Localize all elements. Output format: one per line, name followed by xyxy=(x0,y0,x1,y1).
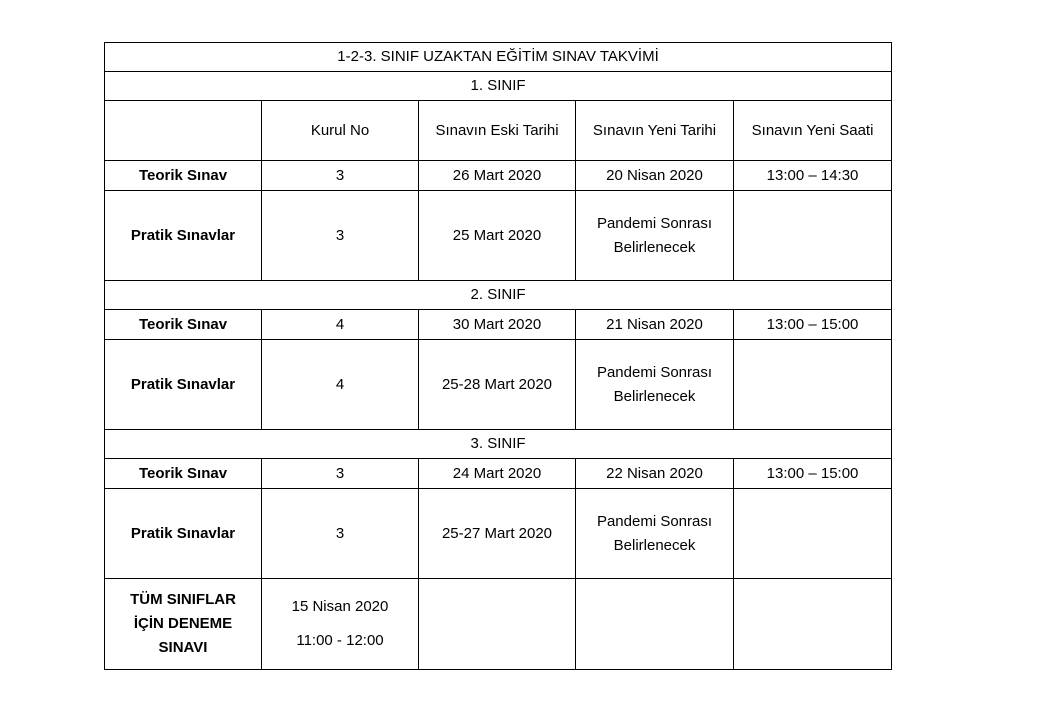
exam-schedule-table xyxy=(104,42,892,670)
empty-cell xyxy=(734,579,892,670)
new-date-line2: Belirlenecek xyxy=(613,536,696,554)
exam-type: Pratik Sınavlar xyxy=(105,340,262,430)
practice-exam-time: 11:00 - 12:00 xyxy=(296,632,384,649)
kurul-no: 4 xyxy=(262,310,419,340)
header-yeni-tarih: Sınavın Yeni Tarihi xyxy=(576,101,734,161)
table-title: 1-2-3. SINIF UZAKTAN EĞİTİM SINAV TAKVİMİ xyxy=(105,43,892,72)
old-date: 26 Mart 2020 xyxy=(419,161,576,191)
exam-type: Pratik Sınavlar xyxy=(105,191,262,281)
practice-exam-row xyxy=(105,579,892,670)
table-row xyxy=(105,489,892,579)
new-date xyxy=(576,340,734,430)
new-date xyxy=(576,489,734,579)
kurul-no: 4 xyxy=(262,340,419,430)
new-time: 13:00 – 15:00 xyxy=(734,310,892,340)
new-date-line2: Belirlenecek xyxy=(613,238,696,256)
title-row xyxy=(105,43,892,72)
class-1-label: 1. SINIF xyxy=(105,72,892,101)
new-time: 13:00 – 14:30 xyxy=(734,161,892,191)
practice-exam-date: 15 Nisan 2020 xyxy=(291,598,389,615)
old-date: 24 Mart 2020 xyxy=(419,459,576,489)
old-date: 30 Mart 2020 xyxy=(419,310,576,340)
kurul-no: 3 xyxy=(262,489,419,579)
class-3-label: 3. SINIF xyxy=(105,430,892,459)
new-date-line1: Pandemi Sonrası xyxy=(596,214,713,232)
kurul-no: 3 xyxy=(262,459,419,489)
table-row xyxy=(105,340,892,430)
class-2-row xyxy=(105,281,892,310)
header-kurul-no: Kurul No xyxy=(262,101,419,161)
new-date: 22 Nisan 2020 xyxy=(576,459,734,489)
exam-type: Teorik Sınav xyxy=(105,310,262,340)
kurul-no: 3 xyxy=(262,191,419,281)
new-date: 20 Nisan 2020 xyxy=(576,161,734,191)
practice-exam-label xyxy=(105,579,262,670)
exam-type: Teorik Sınav xyxy=(105,459,262,489)
class-1-row xyxy=(105,72,892,101)
kurul-no: 3 xyxy=(262,161,419,191)
new-time xyxy=(734,340,892,430)
new-date: 21 Nisan 2020 xyxy=(576,310,734,340)
empty-cell xyxy=(576,579,734,670)
new-date-line2: Belirlenecek xyxy=(613,387,696,405)
old-date: 25-27 Mart 2020 xyxy=(419,489,576,579)
header-row xyxy=(105,101,892,161)
empty-cell xyxy=(419,579,576,670)
class-2-label: 2. SINIF xyxy=(105,281,892,310)
new-date-line1: Pandemi Sonrası xyxy=(596,363,713,381)
exam-type: Pratik Sınavlar xyxy=(105,489,262,579)
new-time xyxy=(734,191,892,281)
header-empty xyxy=(105,101,262,161)
new-time: 13:00 – 15:00 xyxy=(734,459,892,489)
new-date xyxy=(576,191,734,281)
header-yeni-saat: Sınavın Yeni Saati xyxy=(734,101,892,161)
table-row xyxy=(105,191,892,281)
header-eski-tarih: Sınavın Eski Tarihi xyxy=(419,101,576,161)
class-3-row xyxy=(105,430,892,459)
old-date: 25 Mart 2020 xyxy=(419,191,576,281)
table-row xyxy=(105,161,892,191)
exam-type: Teorik Sınav xyxy=(105,161,262,191)
old-date: 25-28 Mart 2020 xyxy=(419,340,576,430)
practice-exam-label-line2: İÇİN DENEME xyxy=(133,615,233,632)
practice-exam-datetime xyxy=(262,579,419,670)
table-row xyxy=(105,459,892,489)
table-row xyxy=(105,310,892,340)
practice-exam-label-line1: TÜM SINIFLAR xyxy=(130,591,236,608)
new-date-line1: Pandemi Sonrası xyxy=(596,512,713,530)
new-time xyxy=(734,489,892,579)
practice-exam-label-line3: SINAVI xyxy=(158,639,208,656)
